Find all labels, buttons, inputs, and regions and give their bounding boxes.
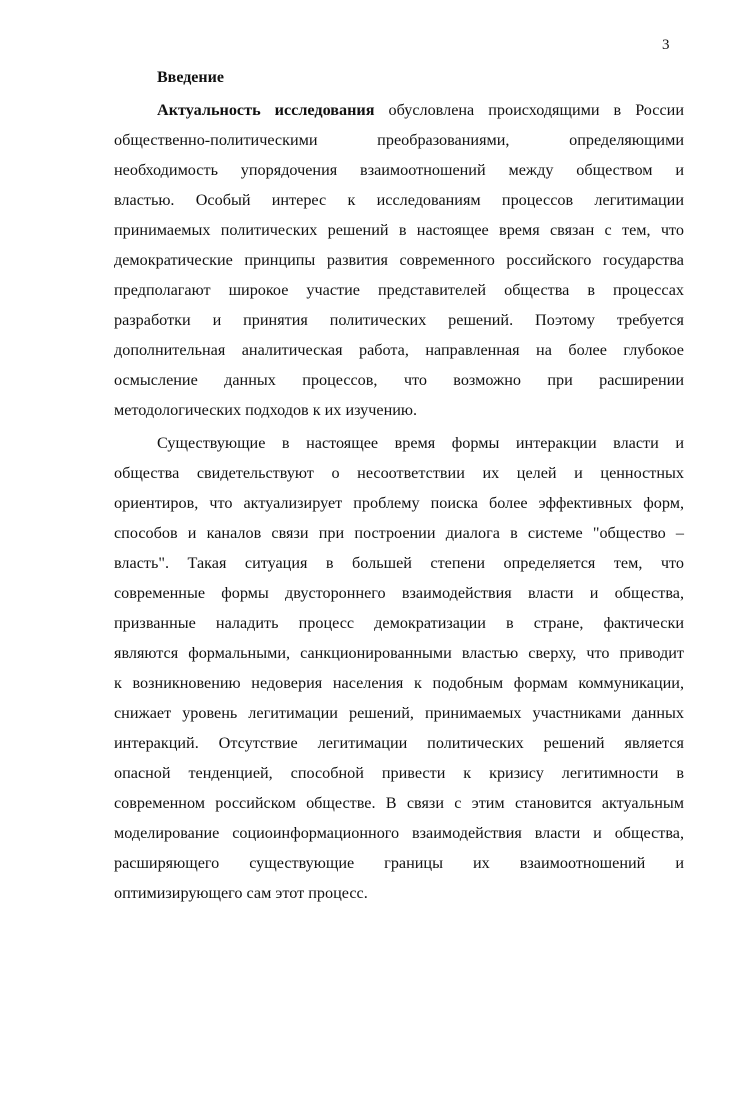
paragraph-line: современном российском обществе. В связи с этим становится актуальным — [114, 794, 684, 812]
paragraph-line: разработки и принятия политических решений. Поэтому требуется — [114, 311, 684, 329]
paragraph-line: призванные наладить процесс демократизации в стране, фактически — [114, 614, 684, 632]
paragraph-line: интеракций. Отсутствие легитимации политических решений является — [114, 734, 684, 752]
paragraph-line: современные формы двустороннего взаимодействия власти и общества, — [114, 584, 684, 602]
paragraph-line: снижает уровень легитимации решений, принимаемых участниками данных — [114, 704, 684, 722]
paragraph-line: опасной тенденцией, способной привести к кризису легитимности в — [114, 764, 684, 782]
paragraph-line: общества свидетельствуют о несоответствии их целей и ценностных — [114, 464, 684, 482]
paragraph-line: ориентиров, что актуализирует проблему поиска более эффективных форм, — [114, 494, 684, 512]
paragraph-line: общественно-политическими преобразованиями, определяющими — [114, 131, 684, 149]
paragraph-line: власть". Такая ситуация в большей степени определяется тем, что — [114, 554, 684, 572]
paragraph-line: к возникновению недоверия населения к подобным формам коммуникации, — [114, 674, 684, 692]
paragraph-line: Актуальность исследования обусловлена происходящими в России — [157, 101, 684, 119]
paragraph-line: расширяющего существующие границы их взаимоотношений и — [114, 854, 684, 872]
section-heading: Введение — [157, 69, 224, 86]
paragraph-line: методологических подходов к их изучению. — [114, 401, 418, 419]
paragraph-line: властью. Особый интерес к исследованиям процессов легитимации — [114, 191, 684, 209]
paragraph-lead: Актуальность исследования — [157, 101, 375, 119]
paragraph-line: демократические принципы развития современного российского государства — [114, 251, 684, 269]
paragraph-line: принимаемых политических решений в настоящее время связан с тем, что — [114, 221, 684, 239]
page-number: 3 — [662, 37, 670, 53]
paragraph-line: осмысление данных процессов, что возможно при расширении — [114, 371, 684, 389]
paragraph-line: способов и каналов связи при построении диалога в системе "общество – — [114, 524, 684, 542]
paragraph-line: предполагают широкое участие представителей общества в процессах — [114, 281, 684, 299]
paragraph-line: являются формальными, санкционированными властью сверху, что приводит — [114, 644, 684, 662]
paragraph-line: оптимизирующего сам этот процесс. — [114, 884, 368, 902]
paragraph-line: моделирование социоинформационного взаимодействия власти и общества, — [114, 824, 684, 842]
paragraph-line: дополнительная аналитическая работа, направленная на более глубокое — [114, 341, 684, 359]
paragraph-line: необходимость упорядочения взаимоотношений между обществом и — [114, 161, 684, 179]
paragraph-line: Существующие в настоящее время формы интеракции власти и — [157, 434, 684, 452]
